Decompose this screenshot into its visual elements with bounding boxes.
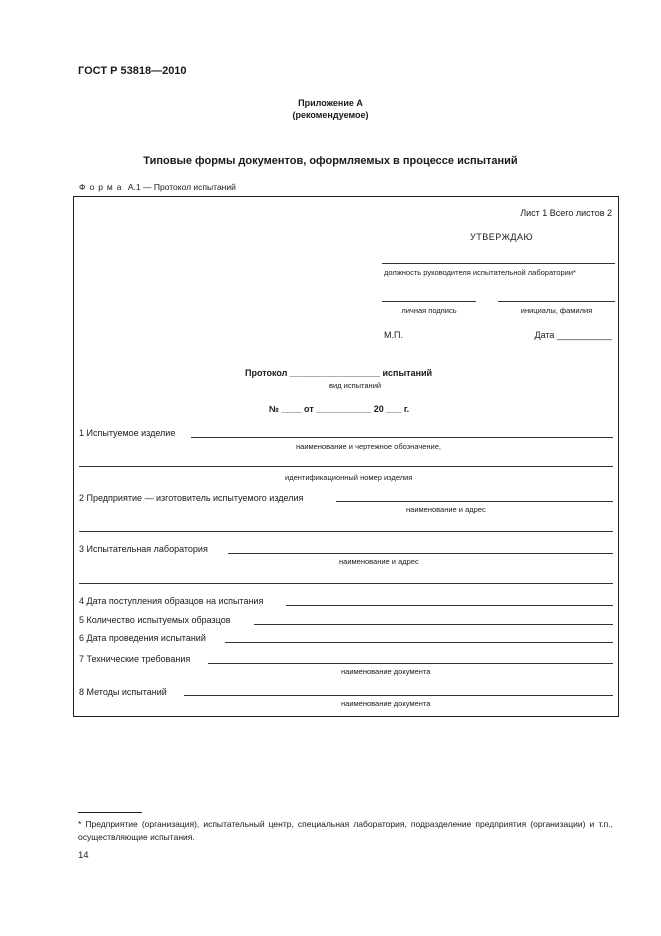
stamp-label: М.П. bbox=[384, 330, 403, 340]
item4-line bbox=[286, 605, 613, 606]
appendix-status: (рекомендуемое) bbox=[292, 110, 369, 120]
footnote-rule bbox=[78, 812, 142, 813]
section-title: Типовые формы документов, оформляемых в процессе испытаний bbox=[143, 155, 518, 167]
item3-line2 bbox=[79, 583, 613, 584]
item8-line bbox=[184, 695, 613, 696]
protocol-type-caption: вид испытаний bbox=[329, 381, 382, 390]
date-label: Дата ___________ bbox=[534, 330, 612, 340]
sheet-info: Лист 1 Всего листов 2 bbox=[520, 208, 612, 218]
item1-line2 bbox=[79, 466, 613, 467]
page-number: 14 bbox=[78, 850, 89, 861]
item-manufacturer: 2 Предприятие — изготовитель испытуемого изделия bbox=[79, 493, 304, 503]
item6-line bbox=[225, 642, 613, 643]
document-code: ГОСТ Р 53818—2010 bbox=[78, 65, 187, 77]
item1-caption: наименование и чертежное обозначение, bbox=[296, 442, 441, 451]
appendix-title: Приложение А bbox=[298, 98, 363, 108]
item-tested-product: 1 Испытуемое изделие bbox=[79, 428, 176, 438]
item2-line bbox=[336, 501, 613, 502]
item-test-methods: 8 Методы испытаний bbox=[79, 687, 167, 697]
item-test-laboratory: 3 Испытательная лаборатория bbox=[79, 544, 208, 554]
item2-caption: наименование и адрес bbox=[406, 505, 486, 514]
name-caption: инициалы, фамилия bbox=[520, 306, 593, 315]
position-line bbox=[382, 263, 615, 264]
form-label-rest: А.1 — Протокол испытаний bbox=[127, 182, 236, 192]
protocol-form bbox=[73, 196, 619, 717]
item-sample-count: 5 Количество испытуемых образцов bbox=[79, 615, 231, 625]
item2-line2 bbox=[79, 531, 613, 532]
form-label bbox=[79, 182, 236, 192]
signature-line bbox=[382, 301, 476, 302]
name-line bbox=[498, 301, 615, 302]
item-test-date: 6 Дата проведения испытаний bbox=[79, 633, 206, 643]
position-caption: должность руководителя испытательной лаборатории* bbox=[384, 268, 576, 277]
item5-line bbox=[254, 624, 613, 625]
item8-caption: наименование документа bbox=[341, 699, 431, 708]
item3-caption: наименование и адрес bbox=[339, 557, 419, 566]
item7-caption: наименование документа bbox=[341, 667, 431, 676]
protocol-line: Протокол __________________ испытаний bbox=[245, 368, 433, 378]
item3-line bbox=[228, 553, 613, 554]
item1-caption2: идентификационный номер изделия bbox=[285, 473, 413, 482]
item-receipt-date: 4 Дата поступления образцов на испытания bbox=[79, 596, 264, 606]
signature-caption: личная подпись bbox=[401, 306, 457, 315]
protocol-number-line: № ____ от ___________ 20 ___ г. bbox=[269, 404, 410, 414]
item1-line bbox=[191, 437, 613, 438]
approve-label: УТВЕРЖДАЮ bbox=[470, 232, 534, 242]
form-label-word: Форма bbox=[79, 182, 126, 192]
item7-line bbox=[208, 663, 613, 664]
item-tech-requirements: 7 Технические требования bbox=[79, 654, 191, 664]
footnote: * Предприятие (организация), испытательный центр, специальная лаборатория, подразделение предприятия (организации) и т.п., осуществляющие испытания. bbox=[78, 819, 613, 842]
